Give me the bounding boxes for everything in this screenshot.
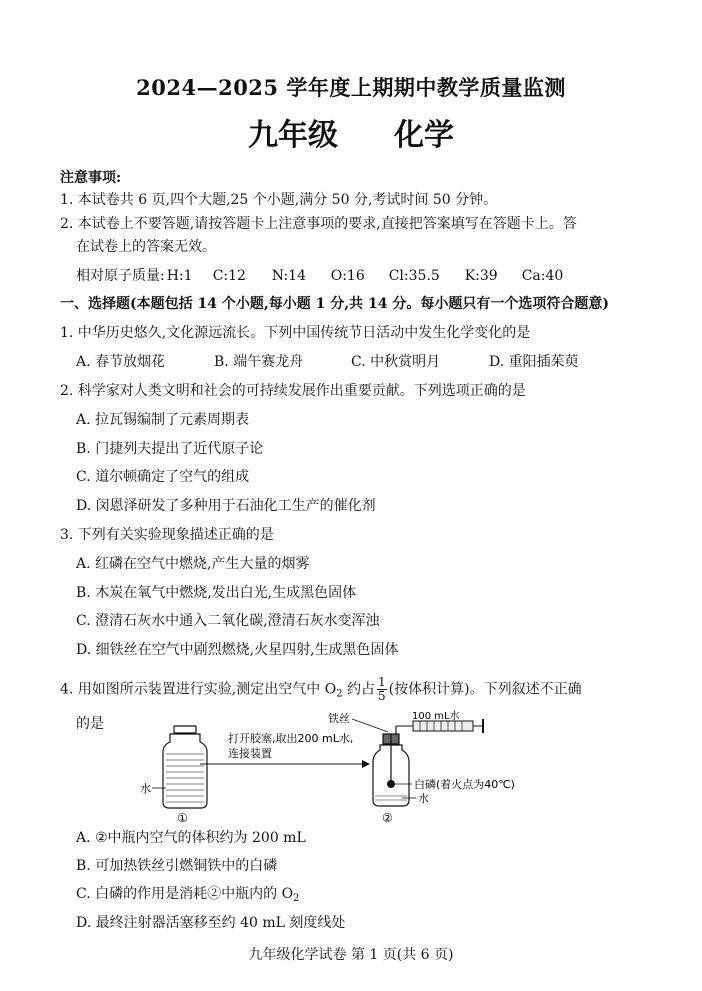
q3-option-a: A. 红磷在空气中燃烧,产生大量的烟雾 — [76, 556, 310, 572]
q3-stem: 3. 下列有关实验现象描述正确的是 — [60, 527, 274, 543]
bottle-2-number: ② — [382, 811, 393, 825]
apparatus-figure — [130, 711, 515, 826]
q4-stem-cont: 的是 — [76, 716, 104, 732]
syringe-label: 100 mL水 — [412, 711, 460, 722]
notes-item-1: 1. 本试卷共 6 页,四个大题,25 个小题,满分 50 分,考试时间 50 分钟。 — [60, 192, 498, 208]
notes-item-2-cont: 在试卷上的答案无效。 — [76, 239, 216, 255]
q1-options — [76, 352, 579, 372]
q4-option-b: B. 可加热铁丝引燃铜铁中的白磷 — [76, 858, 278, 874]
notes-item-2: 2. 本试卷上不要答题,请按答题卡上注意事项的要求,直接把答案填写在答题卡上。答 — [60, 216, 577, 232]
step-label-1: 打开胶塞,取出200 mL水, — [228, 732, 354, 745]
bottle-2 — [373, 726, 409, 806]
atomic-mass-item: C:12 — [212, 268, 246, 284]
atomic-mass-row — [76, 266, 563, 286]
atomic-mass-item: Cl:35.5 — [388, 268, 440, 284]
q3-option-c: C. 澄清石灰水中通入二氧化碳,澄清石灰水变浑浊 — [76, 613, 380, 629]
water-label-1: 水 — [140, 782, 151, 795]
q2-option-d: D. 闵恩泽研发了多种用于石油化工生产的催化剂 — [76, 498, 376, 514]
atomic-mass-item: N:14 — [271, 268, 307, 284]
exam-title: 2024—2025 学年度上期期中教学质量监测 — [136, 75, 566, 100]
q4-option-c — [76, 884, 299, 909]
grade-label: 九年级 — [248, 118, 338, 153]
fraction-numerator: 1 — [378, 675, 386, 689]
q3-option-b: B. 木炭在氧气中燃烧,发出白光,生成黑色固体 — [76, 585, 357, 601]
q1-option-d: D. 重阳插茱萸 — [489, 354, 579, 370]
q2-option-c: C. 道尔顿确定了空气的组成 — [76, 469, 250, 485]
q4-stem-part: 约占 — [342, 681, 376, 698]
atomic-mass-item: K:39 — [464, 268, 498, 284]
white-phosphorus — [387, 780, 395, 788]
q4-stem-subscript: 2 — [336, 688, 343, 700]
bottle-1-number: ① — [177, 811, 188, 825]
q4-option-d: D. 最终注射器活塞移至约 40 mL 刻度线处 — [76, 915, 346, 931]
q4-option-c-text: C. 白磷的作用是消耗②中瓶内的 O — [76, 886, 294, 902]
q4-option-c-subscript: 2 — [293, 893, 300, 904]
q4-option-a: A. ②中瓶内空气的体积约为 200 mL — [76, 830, 306, 846]
section-1-heading: 一、选择题(本题包括 14 个小题,每小题 1 分,共 14 分。每小题只有一个选项符合题意) — [60, 296, 609, 312]
q2-stem: 2. 科学家对人类文明和社会的可持续发展作出重要贡献。下列选项正确的是 — [60, 383, 526, 399]
atomic-mass-item: H:1 — [166, 268, 193, 284]
q1-option-b: B. 端午赛龙舟 — [214, 354, 304, 370]
iron-wire-label: 铁丝 — [328, 712, 350, 725]
q1-stem: 1. 中华历史悠久,文化源远流长。下列中国传统节日活动中发生化学变化的是 — [60, 325, 531, 341]
q4-fraction — [377, 676, 387, 703]
q4-stem — [60, 676, 582, 705]
q2-option-b: B. 门捷列夫提出了近代原子论 — [76, 441, 264, 457]
page-footer: 九年级化学试卷 第 1 页(共 6 页) — [248, 947, 454, 963]
subject-label: 化学 — [394, 118, 454, 153]
step-label-2: 连接装置 — [228, 747, 272, 760]
q1-option-a: A. 春节放烟花 — [76, 354, 166, 370]
atomic-mass-item: O:16 — [330, 268, 365, 284]
q2-option-a: A. 拉瓦锡编制了元素周期表 — [76, 412, 250, 428]
fraction-denominator: 5 — [378, 689, 386, 703]
q1-option-c: C. 中秋赏明月 — [351, 354, 441, 370]
arrow-right-icon — [362, 760, 370, 768]
atomic-mass-item: Ca:40 — [521, 268, 564, 284]
exam-subtitle — [0, 110, 702, 154]
bottle-1-water — [166, 754, 204, 802]
water-label-2: 水 — [418, 792, 429, 805]
white-phosphorus-label: 白磷(着火点为40℃) — [414, 778, 515, 791]
atomic-mass-label: 相对原子质量: — [76, 268, 165, 284]
q4-stem-part: (按体积计算)。下列叙述不正确 — [388, 681, 582, 698]
q4-stem-part: 4. 用如图所示装置进行实验,测定出空气中 O — [60, 681, 337, 698]
notes-heading: 注意事项: — [60, 170, 122, 186]
q3-option-d: D. 细铁丝在空气中剧烈燃烧,火星四射,生成黑色固体 — [76, 642, 399, 658]
